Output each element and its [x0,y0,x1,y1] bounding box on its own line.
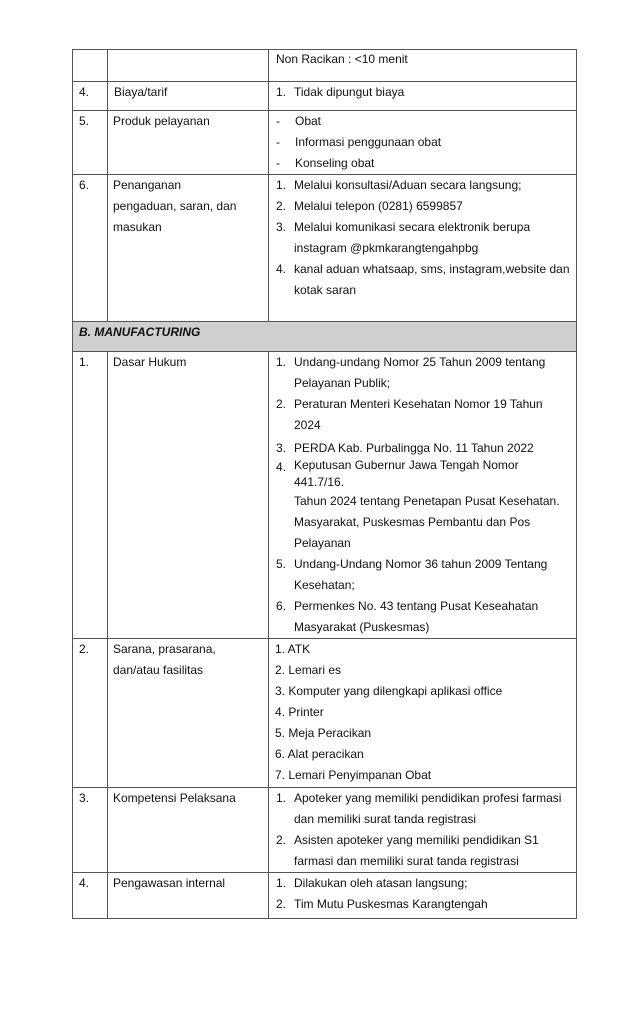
list-item: 5. Meja Peracikan [275,726,372,740]
list-item: - Obat [276,114,322,128]
row-label: Produk pelayanan [108,111,269,175]
list-item: 4. kanal aduan whatsaap, sms, instagram,website dan kotak saran [276,262,570,297]
list-item: 6. Permenkes No. 43 tentang Pusat Keseahatan Masyarakat (Puskesmas) [276,599,539,634]
list-item: 6. Alat peracikan [275,747,364,761]
list-item: 1. ATK [275,642,311,656]
row-label: Dasar Hukum [108,352,269,639]
row-number: 6. [73,175,108,322]
list-item: 2. Asisten apoteker yang memiliki pendidikan S1 farmasi dan memiliki surat tanda registrasi [276,833,539,868]
row-number: 2. [73,639,108,788]
list-item: 5. Undang-Undang Nomor 36 tahun 2009 Tentang Kesehatan; [276,557,548,592]
table-row [73,50,577,82]
list-item: 1. Dilakukan oleh atasan langsung; [276,876,468,890]
list-item: - Informasi penggunaan obat [276,135,442,149]
row-content [269,873,577,919]
row-content [269,639,577,788]
list-item: 2. Melalui telepon (0281) 6599857 [276,199,463,213]
table-row [73,639,577,788]
list-item: 2. Peraturan Menteri Kesehatan Nomor 19 Tahun 2024 [276,397,543,432]
list-item: 2. Lemari es [275,663,342,677]
list-item: 1. Undang-undang Nomor 25 Tahun 2009 tentang Pelayanan Publik; [276,355,546,390]
service-standard-table [72,49,577,919]
table-row [73,873,577,919]
list-item: 2. Tim Mutu Puskesmas Karangtengah [276,897,488,911]
row-content [269,175,577,322]
row-content [269,111,577,175]
row-label: Pengawasan internal [108,873,269,919]
list-item: 1. Melalui konsultasi/Aduan secara langsung; [276,178,522,192]
table-row [73,111,577,175]
list-item: - Konseling obat [276,156,375,170]
list-item: 3. PERDA Kab. Purbalingga No. 11 Tahun 2022 [276,441,534,455]
row-label: Kompetensi Pelaksana [108,788,269,873]
list-item: 4. Printer [275,705,324,719]
section-title: B. MANUFACTURING [73,322,577,352]
row-content [269,352,577,639]
row-content [269,50,577,82]
list-item: 1. Tidak dipungut biaya [276,85,405,99]
table-row [73,352,577,639]
row-number: 4. [73,82,108,111]
row-number: 3. [73,788,108,873]
list-item: 4. Keputusan Gubernur Jawa Tengah Nomor 441.7/16. Tahun 2024 tentang Penetapan Pusat Kesehatan. Masyarakat, Puskesmas Pembantu dan Pos Pelayanan [276,458,560,550]
row-number [73,50,108,82]
list-item: 7. Lemari Penyimpanan Obat [275,768,432,782]
list-item: 1. Apoteker yang memiliki pendidikan profesi farmasi dan memiliki surat tanda registrasi [276,791,562,826]
row-content [269,82,577,111]
content-line: Non Racikan : <10 menit [276,52,408,66]
row-label [108,50,269,82]
table-row [73,82,577,111]
row-content [269,788,577,873]
list-item: 3. Melalui komunikasi secara elektronik berupa instagram @pkmkarangtengahpbg [276,220,531,255]
table-row [73,788,577,873]
section-header-row [73,322,577,352]
row-number: 5. [73,111,108,175]
row-number: 4. [73,873,108,919]
table-row [73,175,577,322]
row-number: 1. [73,352,108,639]
list-item: 3. Komputer yang dilengkapi aplikasi office [275,684,503,698]
row-label: Sarana, prasarana, dan/atau fasilitas [108,639,269,788]
row-label: Penanganan pengaduan, saran, dan masukan [108,175,269,322]
row-label: Biaya/tarif [108,82,269,111]
